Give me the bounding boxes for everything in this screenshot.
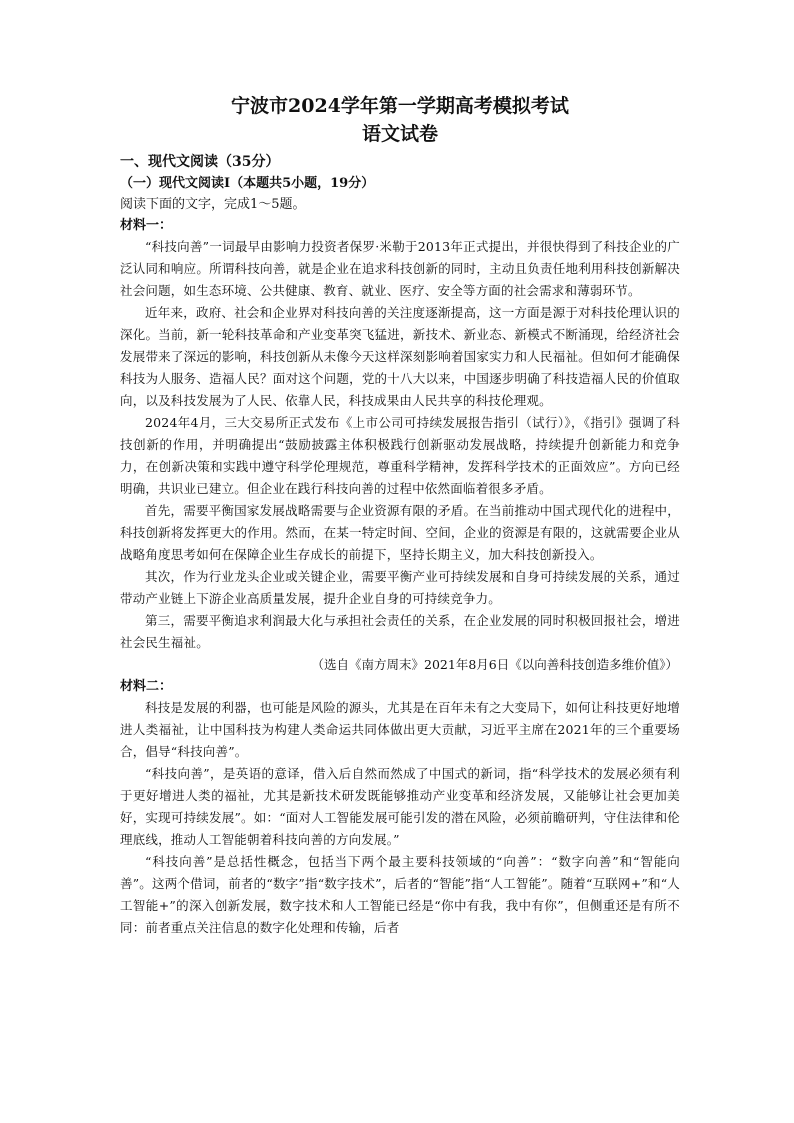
material-one-paragraph: 其次，作为行业龙头企业或关键企业，需要平衡产业可持续发展和自身可持续发展的关系，通过带动产业链上下游企业高质量发展，提升企业自身的可持续竞争力。 — [120, 569, 680, 606]
material-one-paragraph: 近年来，政府、社会和企业界对科技向善的关注度逐渐提高，这一方面是源于对科技伦理认识的深化。当前，新一轮科技革命和产业变革突飞猛进，新技术、新业态、新模式不断涌现，给经济社会发展带来了深远的影响，科技创新从未像今天这样深刻影响着国家实力和人民福祉。但如何才能确保科技为人服务、造福人民？面对这个问题，党的十八大以来，中国逐步明确了科技造福人民的价值取向，以及科技发展为了人民、依靠人民，科技成果由人民共享的科技伦理观。 — [120, 305, 680, 408]
material-two-paragraph: “科技向善”是总括性概念，包括当下两个最主要科技领域的“向善”：“数字向善”和“智能向善”。这两个借词，前者的“数字”指“数字技术”，后者的“智能”指“人工智能”。随着“互联网+”和“人工智能+”的深入创新发展，数字技术和人工智能已经是“你中有我，我中有你”，但侧重还是有所不同：前者重点关注信息的数字化处理和传输，后者 — [120, 854, 680, 935]
sub-section-heading: （一）现代文阅读Ⅰ（本题共5小题，19分） — [120, 176, 375, 191]
material-two-paragraph: 科技是发展的利器，也可能是风险的源头，尤其是在百年未有之大变局下，如何让科技更好地增进人类福祉，让中国科技为构建人类命运共同体做出更大贡献，习近平主席在2021年的三个重要场合，倡导“科技向善”。 — [120, 700, 680, 759]
material-two-label: 材料二： — [120, 679, 173, 694]
material-one-paragraph: “科技向善”一词最早由影响力投资者保罗·米勒于2013年正式提出，并很快得到了科技企业的广泛认同和响应。所谓科技向善，就是企业在追求科技创新的同时，主动且负责任地利用科技创新解决社会问题，如生态环境、公共健康、教育、就业、医疗、安全等方面的社会需求和薄弱环节。 — [120, 239, 680, 298]
material-one-paragraph: 第三，需要平衡追求利润最大化与承担社会责任的关系，在企业发展的同时积极回报社会，增进社会民生福祉。 — [120, 613, 680, 650]
exam-title: 宁波市2024学年第一学期高考模拟考试 — [231, 95, 569, 117]
material-one-paragraph: 首先，需要平衡国家发展战略需要与企业资源有限的矛盾。在当前推动中国式现代化的进程中，科技创新将发挥更大的作用。然而，在某一特定时间、空间，企业的资源是有限的，这就需要企业从战略角度思考如何在保障企业生存成长的前提下，坚持长期主义，加大科技创新投入。 — [120, 503, 680, 562]
material-one-paragraph: 2024年4月，三大交易所正式发布《上市公司可持续发展报告指引（试行）》，《指引》强调了科技创新的作用，并明确提出“鼓励披露主体积极践行创新驱动发展战略，持续提升创新能力和竞争力，在创新决策和实践中遵守科学伦理规范，尊重科学精神，发挥科学技术的正面效应”。方向已经明确，共识业已建立。但企业在践行科技向善的过程中依然面临着很多矛盾。 — [120, 415, 680, 496]
material-one-label: 材料一： — [120, 218, 173, 233]
reading-instruction: 阅读下面的文字，完成1～5题。 — [120, 197, 306, 212]
exam-subtitle: 语文试卷 — [361, 123, 438, 145]
section-heading: 一、现代文阅读（35分） — [120, 154, 280, 170]
exam-page — [120, 92, 680, 939]
material-two-paragraph: “科技向善”，是英语的意译，借入后自然而然成了中国式的新词，指“科学技术的发展必须有利于更好增进人类的福祉，尤其是新技术研发既能够推动产业变革和经济发展，又能够让社会更加美好，实现可持续发展”。如：“面对人工智能发展可能引发的潜在风险，必须前瞻研判，守住法律和伦理底线，推动人工智能朝着科技向善的方向发展。” — [120, 766, 680, 847]
material-one-source: （选自《南方周末》2021年8月6日《以向善科技创造多维价值》） — [311, 657, 678, 672]
